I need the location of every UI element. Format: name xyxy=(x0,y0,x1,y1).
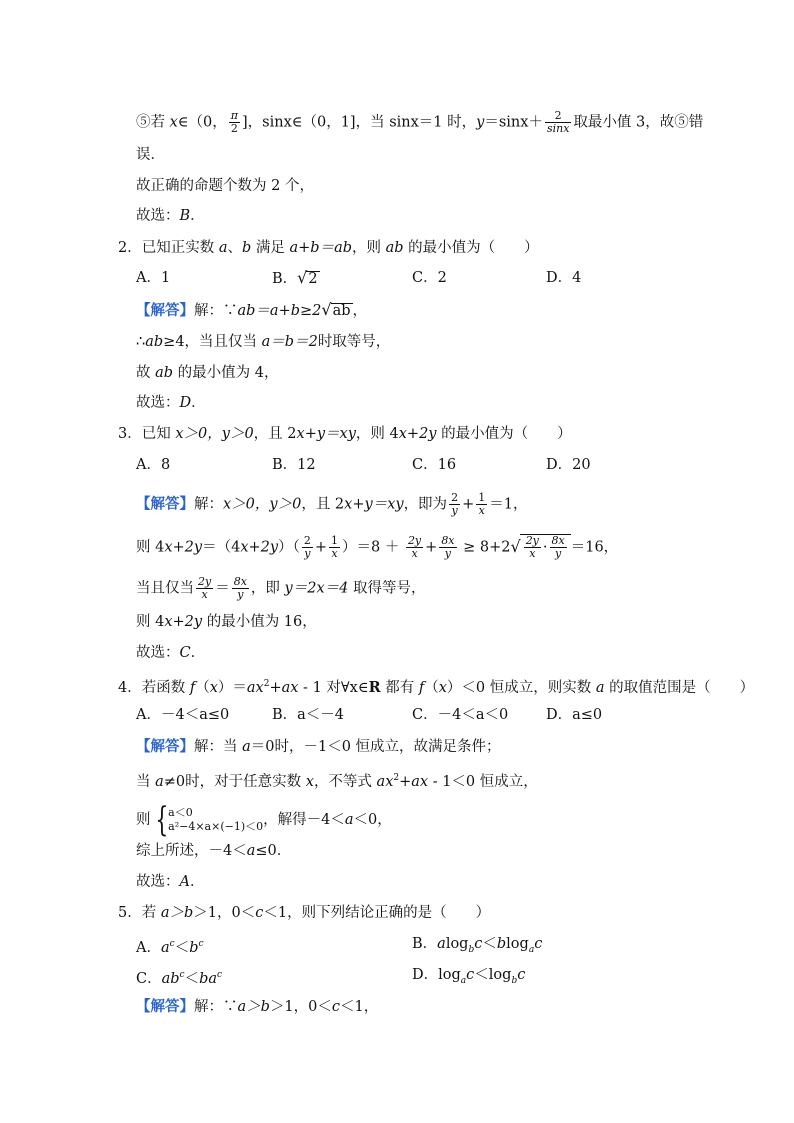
q3-solution-2 xyxy=(136,534,618,560)
fraction xyxy=(439,535,456,560)
q3-option-b xyxy=(272,455,316,475)
text: ． xyxy=(190,645,206,661)
text: 故选： xyxy=(136,645,180,661)
text: 的最小值为（ ） xyxy=(403,240,539,256)
text: 4．若函数 xyxy=(118,679,190,696)
text: ≠0时，对于任意实数 xyxy=(163,773,306,790)
subscript: b xyxy=(511,975,518,986)
text: b xyxy=(496,936,507,952)
num: 2 xyxy=(303,534,311,547)
text: ，则 xyxy=(352,240,386,256)
text: ax xyxy=(376,773,394,790)
text: B． xyxy=(272,271,298,287)
text: + xyxy=(425,539,438,556)
text: 时取等号， xyxy=(317,334,391,350)
radical-icon: √ xyxy=(297,268,308,287)
text: log xyxy=(438,967,461,983)
fraction xyxy=(196,576,213,601)
fraction xyxy=(406,535,423,560)
text: ≥ 8+2 xyxy=(458,539,511,556)
text: D．20 xyxy=(546,457,591,473)
text: 当且仅当 xyxy=(136,580,194,597)
text: c xyxy=(534,936,543,952)
text: ＝0时，－1＜0 恒成立，故满足条件； xyxy=(250,739,501,755)
text: A． xyxy=(136,939,161,956)
text: ab＝a+b≥2 xyxy=(237,303,322,319)
q2-option-b xyxy=(272,268,320,289)
superscript: 2 xyxy=(393,773,400,783)
num: 2y xyxy=(198,575,212,588)
text: x+2y xyxy=(240,539,279,556)
text: ，且 2 xyxy=(301,496,345,513)
text: 都有 xyxy=(380,679,419,696)
text: x＞0，y＞0 xyxy=(175,426,254,442)
text: ＞1，0＜ xyxy=(269,999,332,1015)
text: 2 xyxy=(308,271,318,287)
q3-solution-3: 当且仅当 $\frac{2y}{x}$ ＝ $\frac{8x}{y}$ ，即 y＝2x＝4 取得等号， xyxy=(136,575,426,601)
text: C． xyxy=(136,970,162,987)
circle-5: ⑤ xyxy=(136,114,151,131)
text: ＜ xyxy=(184,970,200,987)
text: 解：当 xyxy=(194,739,243,755)
solution-tag: 【解答】 xyxy=(136,738,194,755)
text: （ xyxy=(424,679,439,696)
q4-stem xyxy=(118,674,754,698)
den: x xyxy=(201,588,208,601)
text: ax xyxy=(411,773,429,790)
text: C．2 xyxy=(412,270,447,286)
text: f xyxy=(418,679,425,696)
equation: a+b＝ab xyxy=(289,240,353,256)
text: ＝1， xyxy=(489,496,528,513)
q4-solution-2 xyxy=(136,768,538,792)
text: log xyxy=(488,967,512,983)
text: C．－4＜a＜0 xyxy=(412,707,509,723)
den: sinx xyxy=(546,122,570,135)
fraction xyxy=(449,492,460,517)
text: - 1＜0 恒成立， xyxy=(428,773,538,790)
q2-option-c xyxy=(412,268,447,288)
text: ＝（4 xyxy=(202,539,241,556)
text: 的最小值为 16， xyxy=(202,614,317,630)
superscript: c xyxy=(217,970,223,980)
text: a xyxy=(160,939,170,956)
text: x xyxy=(209,679,218,696)
q4-solution-3 xyxy=(136,800,392,840)
den: y xyxy=(555,547,562,560)
text: 综上所述，－4＜ xyxy=(136,843,247,859)
text: x xyxy=(305,773,314,790)
text: ）＜0 恒成立，则实数 xyxy=(446,679,596,696)
den: x xyxy=(529,547,536,560)
text: ＞1，0＜ xyxy=(193,905,256,921)
text: D．a≤0 xyxy=(546,707,603,723)
q3-solution-1 xyxy=(136,492,527,517)
text: ． xyxy=(189,874,205,890)
text: 则 4 xyxy=(136,614,165,630)
text: ）（ xyxy=(278,539,300,556)
text: c xyxy=(331,999,341,1015)
var-b: b xyxy=(242,240,252,256)
text: ＜1，则下列结论正确的是（ ） xyxy=(263,905,491,921)
text: B． xyxy=(412,936,438,952)
text: a xyxy=(595,679,605,696)
text: 故 xyxy=(136,365,156,381)
fraction xyxy=(476,492,487,517)
den: y xyxy=(237,588,244,601)
text: ）＝ xyxy=(217,679,247,696)
text: ． xyxy=(190,208,205,224)
text: D．4 xyxy=(546,270,582,286)
q2-option-d xyxy=(546,268,581,288)
text: 故选： xyxy=(136,395,180,411)
radical-icon: √ xyxy=(510,536,521,556)
text: 取得等号， xyxy=(348,580,426,597)
subscript: a xyxy=(528,944,535,955)
system-line: a＜0 xyxy=(168,806,193,819)
text: ，则 4 xyxy=(355,426,399,442)
text: f xyxy=(189,679,196,696)
text: c xyxy=(474,936,483,952)
num: π xyxy=(230,109,238,122)
text: a xyxy=(155,773,164,790)
text: + xyxy=(462,496,475,513)
text: 故选： xyxy=(136,874,180,890)
q2-option-a xyxy=(136,268,170,288)
q1-choose xyxy=(136,206,205,226)
answer: D xyxy=(179,395,192,411)
q3-option-a xyxy=(136,455,170,475)
text: 5．若 xyxy=(118,905,161,921)
text: a xyxy=(246,843,256,859)
text: x+2y xyxy=(164,614,203,630)
num: 8x xyxy=(441,534,455,547)
text: ， xyxy=(352,303,368,319)
text: 故正确的命题个数为 2 个， xyxy=(136,178,314,194)
text: 取最小值 3，故⑤错 xyxy=(573,114,704,131)
q1-line-5 xyxy=(136,110,703,135)
text: ，解得－4＜ xyxy=(263,812,345,828)
text: y＝2x＝4 xyxy=(284,580,349,597)
q5-solution-1 xyxy=(136,997,378,1017)
text: c xyxy=(466,967,475,983)
text: a xyxy=(242,739,251,755)
text: 的取值范围是（ ） xyxy=(604,679,755,696)
left-brace-icon: { xyxy=(154,800,168,840)
text: A．1 xyxy=(136,270,171,286)
num: 1 xyxy=(478,491,486,504)
q3-stem xyxy=(118,424,572,444)
subscript: a xyxy=(460,975,467,986)
text: 的最小值为（ ） xyxy=(436,426,572,442)
q4-choose xyxy=(136,872,204,892)
text: log xyxy=(445,936,469,952)
text: 满足 xyxy=(251,240,290,256)
text: D． xyxy=(412,967,439,983)
text: ≤0． xyxy=(255,843,292,859)
answer: C xyxy=(179,645,191,661)
q2-solution-2 xyxy=(136,332,390,352)
text: x+y＝xy xyxy=(344,496,404,513)
text: （ xyxy=(195,679,210,696)
den: x xyxy=(411,547,418,560)
text: ]，sinx∈（0，1]，当 sinx＝1 时， xyxy=(242,114,477,131)
var-ab: ab xyxy=(385,240,404,256)
inequality-system xyxy=(168,806,263,834)
text: b xyxy=(189,939,199,956)
text: 解：∵ xyxy=(194,999,238,1015)
text: 则 4 xyxy=(136,539,165,556)
text: A．－4＜a≤0 xyxy=(136,707,230,723)
q3-option-d xyxy=(546,455,591,475)
q5-option-a xyxy=(136,934,204,958)
text: ． xyxy=(191,395,206,411)
text: ab xyxy=(145,334,164,350)
text: a xyxy=(344,812,354,828)
text: 若 xyxy=(150,114,170,131)
text: 、 xyxy=(227,240,242,256)
text: ＝16， xyxy=(570,539,619,556)
text: ax xyxy=(246,679,264,696)
den: x xyxy=(478,504,485,517)
superscript: c xyxy=(198,939,204,949)
text: c xyxy=(517,967,526,983)
q5-option-b xyxy=(412,934,542,960)
var-a: a xyxy=(218,240,228,256)
text: 解：∵ xyxy=(194,303,238,319)
text: ax xyxy=(281,679,299,696)
text: ＜1， xyxy=(340,999,379,1015)
text: C．16 xyxy=(412,457,457,473)
text: x+2y xyxy=(164,539,203,556)
q4-option-b xyxy=(272,705,344,725)
fraction-pi-2 xyxy=(229,110,240,135)
fraction xyxy=(524,535,541,560)
den: y xyxy=(444,547,452,560)
text: x＞0，y＞0 xyxy=(223,496,302,513)
text: a＞b xyxy=(160,905,194,921)
system-line: a²−4×a×(−1)＜0 xyxy=(168,820,264,833)
num: 1 xyxy=(330,534,338,547)
superscript: c xyxy=(179,970,185,980)
text: A．8 xyxy=(136,457,171,473)
superscript: c xyxy=(169,939,175,949)
text: 则 xyxy=(136,812,151,828)
text: 的最小值为 4， xyxy=(173,365,279,381)
q5-option-c xyxy=(136,965,222,989)
text: 当 xyxy=(136,773,156,790)
text: 误． xyxy=(136,147,165,163)
text: + xyxy=(399,773,412,790)
text: a＞b xyxy=(237,999,270,1015)
solution-tag: 【解答】 xyxy=(136,998,194,1015)
sqrt-body: $\frac{2y}{x}$ · $\frac{8x}{y}$ xyxy=(520,534,571,560)
fraction xyxy=(232,576,249,601)
text: 3．已知 xyxy=(118,426,176,442)
text: ＜ xyxy=(174,939,190,956)
q4-option-a xyxy=(136,705,229,725)
num: 2 xyxy=(451,491,459,504)
text: 2．已知正实数 xyxy=(118,240,219,256)
answer: B xyxy=(179,208,191,224)
var-y: y xyxy=(476,114,485,131)
text: B．a＜－4 xyxy=(272,707,345,723)
text: ，不等式 xyxy=(313,773,377,790)
q5-option-d xyxy=(412,965,525,991)
q2-solution-3 xyxy=(136,363,279,383)
q2-stem xyxy=(118,238,539,258)
q2-solution-1 xyxy=(136,300,367,321)
text: 解： xyxy=(194,496,223,513)
subscript: b xyxy=(468,944,475,955)
text: R xyxy=(368,678,381,696)
den: y xyxy=(451,504,458,517)
den: x xyxy=(331,547,338,560)
text: ）＝8 ＋ xyxy=(341,539,404,556)
num: 2y xyxy=(525,534,539,547)
q4-option-c xyxy=(412,705,508,725)
text: log xyxy=(506,936,529,952)
text: ab xyxy=(332,303,351,319)
text: ba xyxy=(199,970,218,987)
den: 2 xyxy=(230,122,238,135)
text: a＝b＝2 xyxy=(261,334,318,350)
num: 8x xyxy=(233,575,247,588)
q5-stem xyxy=(118,903,490,923)
text: ＜0， xyxy=(353,812,392,828)
q3-solution-4 xyxy=(136,612,317,632)
solution-tag: 【解答】 xyxy=(136,495,194,513)
q4-option-d xyxy=(546,705,602,725)
q1-count xyxy=(136,176,314,196)
var-x: x xyxy=(169,114,178,131)
text: c xyxy=(255,905,264,921)
fraction xyxy=(550,535,567,560)
text: - 1 对∀x∈ xyxy=(298,679,369,696)
q4-solution-1 xyxy=(136,737,501,757)
text: ，且 2 xyxy=(253,426,297,442)
fraction xyxy=(302,535,313,560)
text: x+2y xyxy=(398,426,437,442)
fraction-2-sinx xyxy=(545,110,571,135)
solution-tag: 【解答】 xyxy=(136,302,194,319)
text: ，即 xyxy=(250,580,285,597)
text: ab xyxy=(161,970,180,987)
text: ≥4，当且仅当 xyxy=(163,334,262,350)
text: ∴ xyxy=(136,334,146,350)
q1-wrap xyxy=(136,145,165,165)
num: 2 xyxy=(545,110,571,123)
q2-choose xyxy=(136,393,206,413)
text: + xyxy=(269,679,282,696)
text: ∈（0， xyxy=(177,114,227,131)
q3-choose xyxy=(136,643,205,663)
fraction xyxy=(329,535,340,560)
text: ab xyxy=(155,365,174,381)
text: ＝sinx＋ xyxy=(484,114,543,131)
answer: A xyxy=(179,874,190,890)
num: 8x xyxy=(551,534,565,547)
num: 2y xyxy=(407,534,422,547)
text: x+y＝xy xyxy=(296,426,356,442)
text: B．12 xyxy=(272,457,316,473)
text: 故选： xyxy=(136,208,180,224)
text: ＜ xyxy=(482,936,497,952)
superscript: 2 xyxy=(263,679,270,689)
text: x xyxy=(438,679,447,696)
text: + xyxy=(314,539,327,556)
q4-solution-4 xyxy=(136,841,291,861)
text: ＜ xyxy=(474,967,489,983)
q3-option-c xyxy=(412,455,456,475)
den: y xyxy=(304,547,311,560)
radical-icon: √ xyxy=(321,300,332,319)
text: ，即为 xyxy=(403,496,448,513)
text: a xyxy=(437,936,446,952)
